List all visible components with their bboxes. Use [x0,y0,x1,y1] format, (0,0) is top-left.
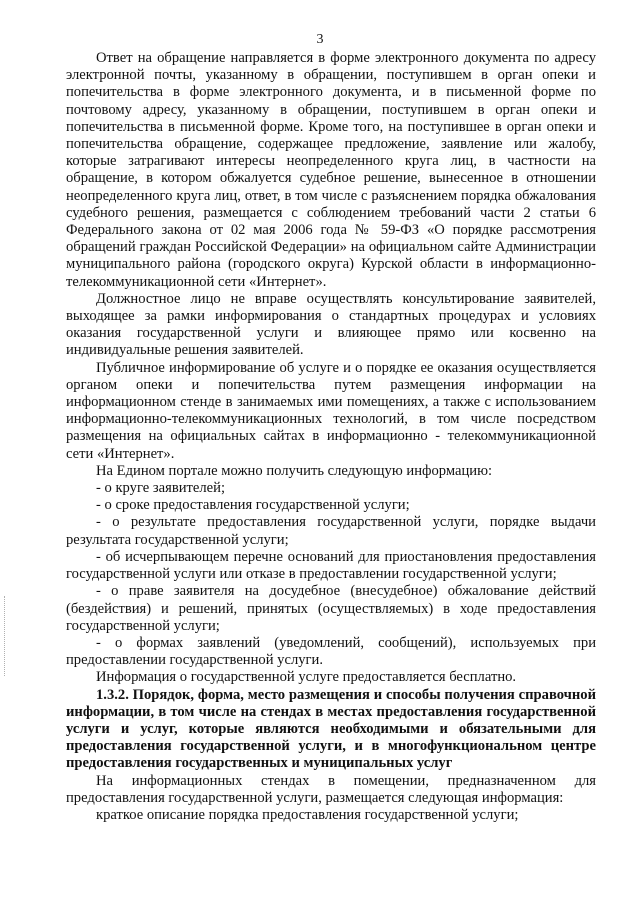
paragraph-public-informing: Публичное информирование об услуге и о порядке ее оказания осуществляется органом опеки и попечительства путем размещения информации на информационном стенде в занимаемых ими помещениях, а также с использованием информационно-телекоммуникационных технологий, в том числе посредством размещения на официальных сайтах в информационно - телекоммуникационной сети «Интернет». [66,359,596,462]
list-item-appeal-right: - о праве заявителя на досудебное (внесудебное) обжалование действий (бездействия) и решений, принятых (осуществляемых) в ходе предоставления государственной услуги; [66,583,596,634]
document-body [66,50,596,824]
paragraph-response-delivery: Ответ на обращение направляется в форме электронного документа по адресу электронной почты, указанному в обращении, поступившем в орган опеки и попечительства в форме электронного документа, и в письменной форме по почтовому адресу, указанному в обращении, поступившем в орган опеки и попечительства в письменной форме. Кроме того, на поступившее в орган опеки и попечительства обращение, содержащее предложение, заявление или жалобу, которые затрагивают интересы неопределенного круга лиц, в частности на обращение, в котором обжалуется судебное решение, вынесенное в отношении неопределенного круга лиц, ответ, в том числе с разъяснением порядка обжалования судебного решения, размещается с соблюдением требований части 2 статьи 6 Федерального закона от 02 мая 2006 года № 59-ФЗ «О порядке рассмотрения обращений граждан Российской Федерации» на официальном сайте Администрации муниципального района (городского округа) Курской области в информационно-телекоммуникационной сети «Интернет». [66,50,596,290]
paragraph-stands-info: На информационных стендах в помещении, предназначенном для предоставления государственной услуги, размещается следующая информация: [66,772,596,806]
list-item-forms: - о формах заявлений (уведомлений, сообщений), используемых при предоставлении государственной услуги. [66,634,596,669]
paragraph-portal-intro: На Едином портале можно получить следующую информацию: [96,462,493,479]
list-item-applicants: - о круге заявителей; [96,480,225,497]
page-number: 3 [316,32,324,47]
section-heading-1-3-2: 1.3.2. Порядок, форма, место размещения и способы получения справочной информации, в том числе на стендах в местах предоставления государственной услуги и услуг, которые являются необходимыми и обязательными для предоставления государственной услуги, и в многофункциональном центре предоставления государственных и муниципальных услуг [66,686,596,772]
list-item-term: - о сроке предоставления государственной услуги; [96,497,410,514]
list-item-result: - о результате предоставления государственной услуги, порядке выдачи результата государственной услуги; [66,514,596,548]
paragraph-brief-description: краткое описание порядка предоставления государственной услуги; [96,806,519,823]
margin-scan-marks [4,596,8,676]
paragraph-free-info: Информация о государственной услуге предоставляется бесплатно. [96,669,517,686]
paragraph-official-restrictions: Должностное лицо не вправе осуществлять консультирование заявителей, выходящее за рамки информирования о стандартных процедурах и условиях оказания государственной услуги и влияющее прямо или косвенно на индивидуальные решения заявителей. [66,290,596,359]
list-item-grounds: - об исчерпывающем перечне оснований для приостановления предоставления государственной услуги или отказе в предоставлении государственной услуги; [66,548,596,583]
